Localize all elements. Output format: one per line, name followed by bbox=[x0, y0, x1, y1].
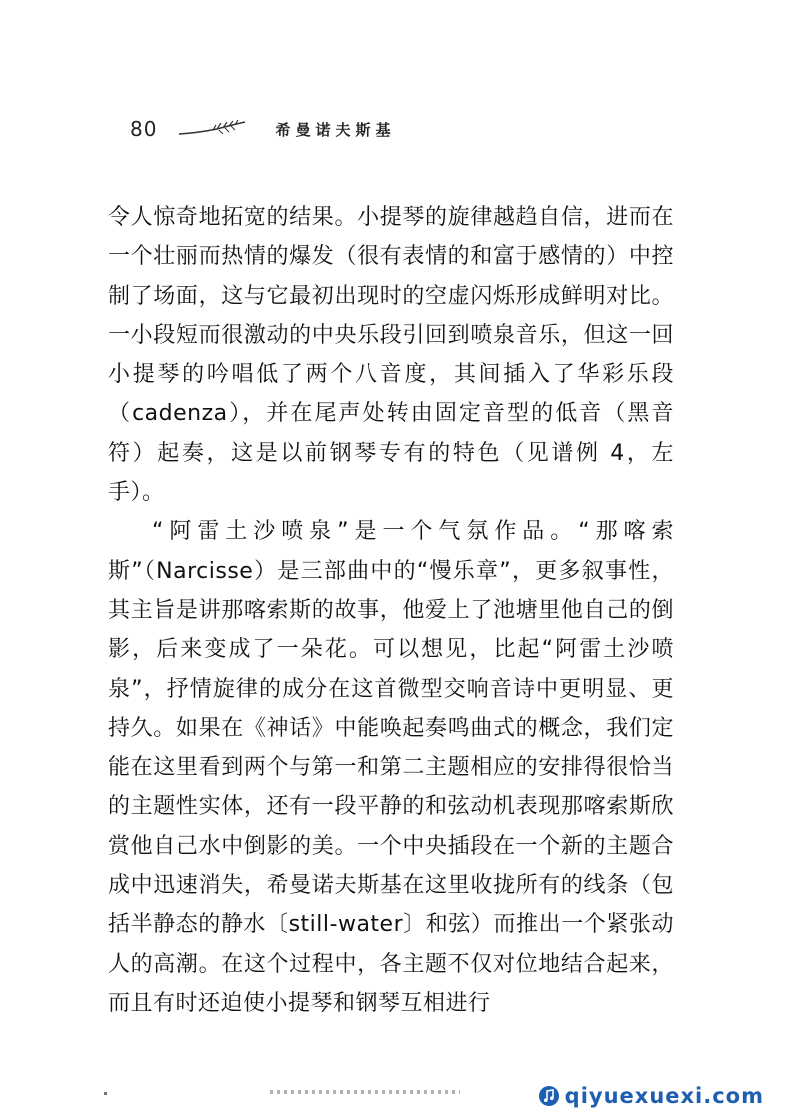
running-title: 希曼诺夫斯基 bbox=[275, 120, 396, 139]
paragraph: “阿雷土沙喷泉”是一个气氛作品。“那喀索斯”（Narcisse）是三部曲中的“慢乐章”，更多叙事性，其主旨是讲那喀索斯的故事，他爱上了池塘里他自己的倒影，后来变成了一朵花。可以想见，比起“阿雷土沙喷泉”，抒情旋律的成分在这首微型交响音诗中更明显、更持久。如果在《神话》中能唤起奏鸣曲式的概念，我们定能在这里看到两个与第一和第二主题相应的安排得很恰当的主题性实体，还有一段平静的和弦动机表现那喀索斯欣赏他自己水中倒影的美。一个中央插段在一个新的主题合成中迅速消失，希曼诺夫斯基在这里收拢所有的线条（包括半静态的静水〔still-water〕和弦）而推出一个紧张动人的高潮。在这个过程中，各主题不仅对位地结合起来，而且有时还迫使小提琴和钢琴互相进行 bbox=[108, 519, 674, 1016]
scan-artifact bbox=[270, 1090, 460, 1094]
scan-artifact bbox=[104, 1092, 107, 1095]
quill-ornament-icon bbox=[177, 120, 247, 138]
paragraph: 令人惊奇地拓宽的结果。小提琴的旋律越趋自信，进而在一个壮丽而热情的爆发（很有表情的和富于感情的）中控制了场面，这与它最初出现时的空虚闪烁形成鲜明对比。一小段短而很激动的中央乐段引回到喷泉音乐，但这一回小提琴的吟唱低了两个八音度，其间插入了华彩乐段（cadenza），并在尾声处转由固定音型的低音（黑音符）起奏，这是以前钢琴专有的特色（见谱例 4，左手）。 bbox=[108, 205, 674, 506]
body-text bbox=[108, 198, 674, 1023]
music-note-icon bbox=[538, 1085, 560, 1107]
page-number: 80 bbox=[130, 117, 158, 141]
watermark-text: qiyuexuexi.com bbox=[564, 1084, 764, 1108]
watermark bbox=[538, 1084, 764, 1108]
page-header bbox=[130, 112, 395, 146]
